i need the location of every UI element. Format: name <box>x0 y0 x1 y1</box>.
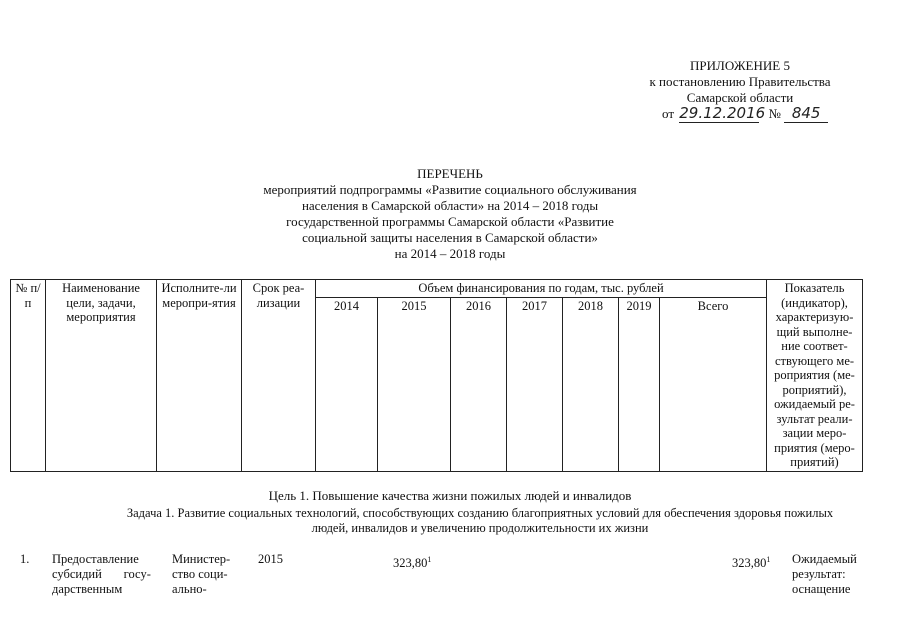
row-exec-line-2: ство соци- <box>172 567 228 581</box>
task-line-2: людей, инвалидов и увеличению продолжительности их жизни <box>311 521 649 535</box>
col-name: Наименование цели, задачи, мероприятия <box>46 280 157 472</box>
goal-heading: Цель 1. Повышение качества жизни пожилых людей и инвалидов <box>268 488 632 503</box>
footnote-mark-total: 1 <box>766 555 771 564</box>
title-line-2: мероприятий подпрограммы «Развитие социального обслуживания <box>263 182 637 197</box>
year-2015: 2015 <box>378 297 451 471</box>
year-2017: 2017 <box>507 297 563 471</box>
row-name <box>52 552 156 597</box>
handwritten-number: 845 <box>784 104 828 123</box>
row-name-line-2: субсидий госу- <box>52 567 151 581</box>
row-exec-line-1: Министер- <box>172 552 231 566</box>
title-line-3: населения в Самарской области» на 2014 – 2018 годы <box>301 198 599 213</box>
task-line-1: Задача 1. Развитие социальных технологий, способствующих созданию благоприятных условий для обеспечения здоровья пожилых <box>126 506 834 520</box>
task-heading <box>60 506 900 536</box>
row-ind-line-2: результат: <box>792 567 846 581</box>
row-value-total <box>732 552 770 571</box>
document-title <box>150 166 750 262</box>
row-indicator <box>792 552 892 597</box>
appendix-reference: к постановлению Правительства <box>649 74 831 89</box>
col-indicator: Показатель (индикатор), характеризую-щий выполне-ние соответ-ствующего ме-роприятия (ме-роприятий), ожидаемый ре-зультат реали-зации меро-приятия (меро-приятий) <box>767 280 863 472</box>
appendix-date-line <box>662 104 828 123</box>
row-exec-line-3: ально- <box>172 582 207 596</box>
row-ind-line-1: Ожидаемый <box>792 552 857 566</box>
footnote-mark: 1 <box>427 555 432 564</box>
value-2015-number: 323,80 <box>393 556 428 571</box>
col-number: № п/п <box>11 280 46 472</box>
row-ind-line-3: оснащение <box>792 582 851 596</box>
number-prefix: № <box>768 106 781 121</box>
title-heading: ПЕРЕЧЕНЬ <box>417 166 483 181</box>
row-value-2015 <box>393 552 431 571</box>
handwritten-date: 29.12.2016 <box>679 104 766 122</box>
col-financing: Объем финансирования по годам, тыс. рублей <box>316 280 767 298</box>
row-number: 1. <box>20 552 30 566</box>
year-2018: 2018 <box>563 297 619 471</box>
title-line-6: на 2014 – 2018 годы <box>394 246 506 261</box>
appendix-region: Самарской области <box>686 90 794 105</box>
row-name-line-1: Предоставление <box>52 552 139 566</box>
year-2016: 2016 <box>451 297 507 471</box>
date-prefix: от <box>662 106 675 121</box>
row-term: 2015 <box>258 552 283 566</box>
measures-table-header <box>10 279 863 472</box>
col-term: Срок реа-лизации <box>242 280 316 472</box>
row-executor <box>172 552 250 597</box>
row-name-line-3: дарственным <box>52 582 123 596</box>
total-number: 323,80 <box>732 556 767 571</box>
appendix-number: ПРИЛОЖЕНИЕ 5 <box>690 58 790 73</box>
year-2019: 2019 <box>619 297 660 471</box>
year-total: Всего <box>660 297 767 471</box>
appendix-block <box>600 58 880 106</box>
title-line-5: социальной защиты населения в Самарской области» <box>302 230 598 245</box>
title-line-4: государственной программы Самарской области «Развитие <box>286 214 614 229</box>
year-2014: 2014 <box>316 297 378 471</box>
col-executor: Исполните-ли меропри-ятия <box>157 280 242 472</box>
